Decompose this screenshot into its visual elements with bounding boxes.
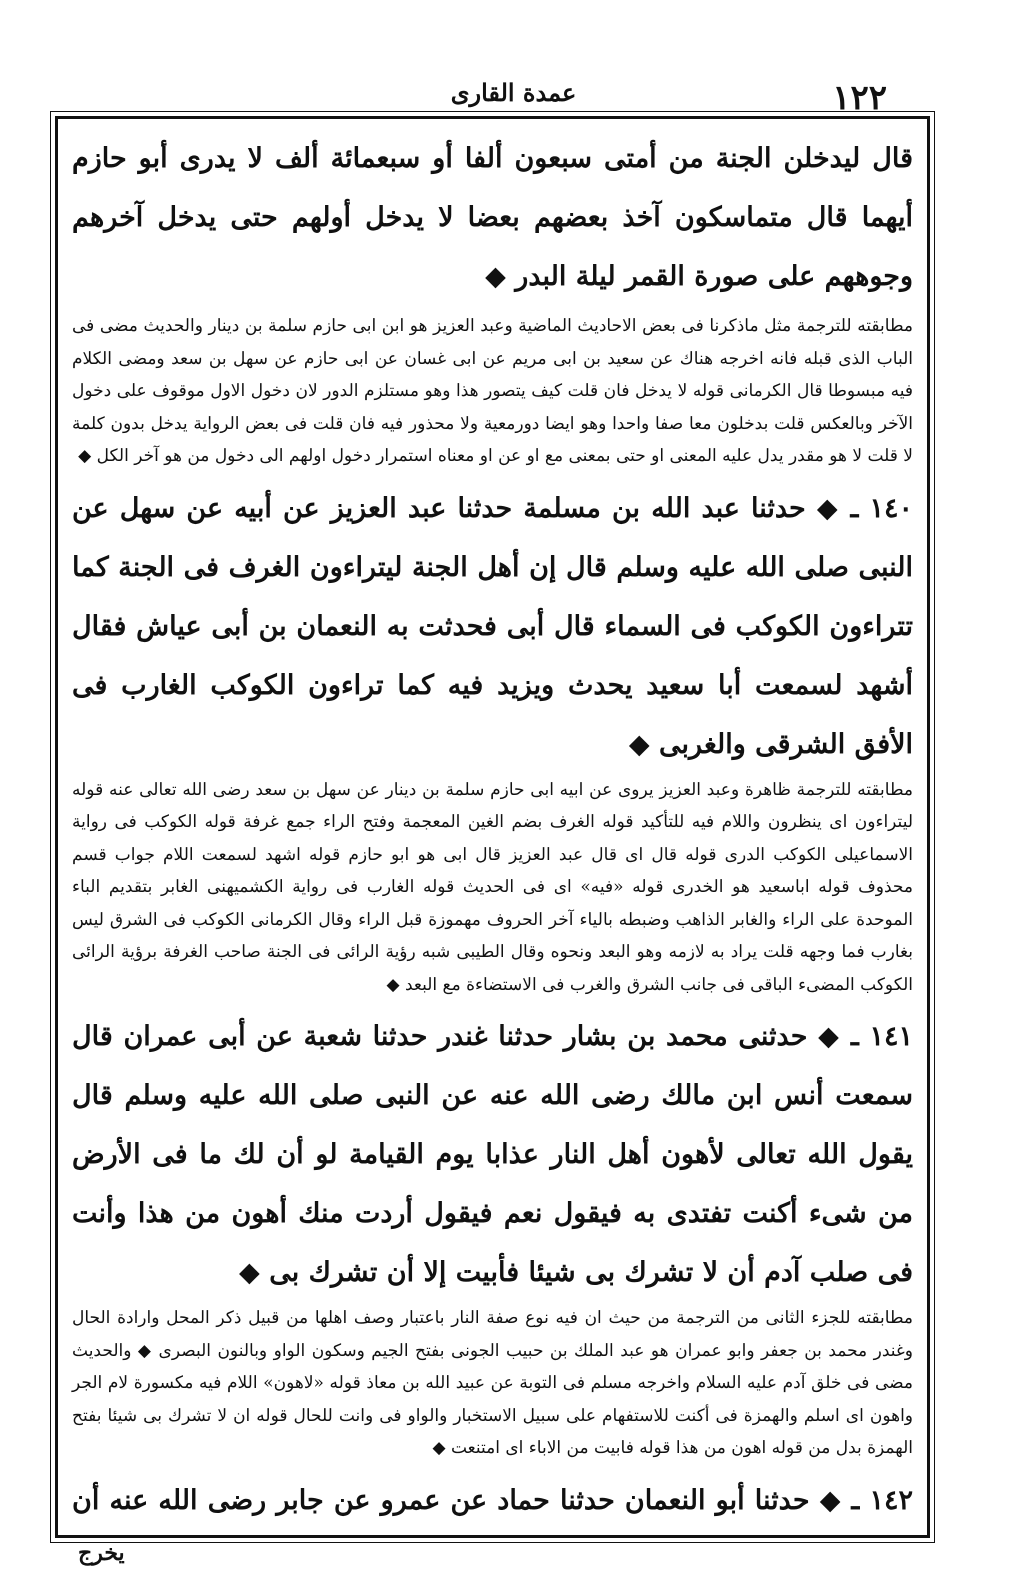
text-frame: [55, 116, 930, 1538]
commentary-141: مطابقته للجزء الثانى من الترجمة من حيث ان فيه نوع صفة النار باعتبار وصف اهلها من قبيل ذكر المحل وارادة الحال وغندر محمد بن جعفر وابو عمران هو عبد الملك بن حبيب الجونى بفتح الجيم وسكون الواو وبالنون البصرى ◆ والحديث مضى فى خلق آدم عليه السلام واخرجه مسلم فى التوبة عن عبيد الله بن معاذ قوله «لاهون» اللام فيه مكسورة لام الجر واهون اى اسلم والهمزة فى أكنت للاستفهام على سبيل الاستخبار والواو فى وانت للحال قوله ان لا تشرك بى شيئا بفتح الهمزة بدل من قوله اهون من هذا قوله فابيت من الاباء اى امتنعت ◆: [72, 1308, 914, 1458]
running-title: عمدة القارى: [450, 78, 577, 107]
hadith-text-139-end: قال ليدخلن الجنة من أمتى سبعون ألفا أو سبعمائة ألف لا يدرى أبو حازم أيهما قال متماسكون آخذ بعضهم بعضا لا يدخل أولهم حتى يدخل آخرهم وجوههم على صورة القمر ليلة البدر ◆: [72, 143, 913, 292]
hadith-text-142: ١٤٢ ـ ◆ حدثنا أبو النعمان حدثنا حماد عن عمرو عن جابر رضى الله عنه أن: [72, 1484, 913, 1516]
hadith-text-140: ١٤٠ ـ ◆ حدثنا عبد الله بن مسلمة حدثنا عبد العزيز عن أبيه عن سهل عن النبى صلى الله عليه وسلم قال إن أهل الجنة ليتراءون الغرف فى الجنة كما تتراءون الكوكب فى السماء قال أبى فحدثت به النعمان بن أبى عياش فقال أشهد لسمعت أبا سعيد يحدث ويزيد فيه كما تراءون الكوكب الغارب فى الأفق الشرقى والغربى ◆: [72, 492, 913, 760]
hadith-text-141: ١٤١ ـ ◆ حدثنى محمد بن بشار حدثنا غندر حدثنا شعبة عن أبى عمران قال سمعت أنس ابن مالك رضى الله عنه عن النبى صلى الله عليه وسلم قال يقول الله تعالى لأهون أهل النار عذابا يوم القيامة لو أن لك ما فى الأرض من شىء أكنت تفتدى به فيقول نعم فيقول أردت منك أهون من هذا وأنت فى صلب آدم أن لا تشرك بى شيئا فأبيت إلا أن تشرك بى ◆: [72, 1021, 913, 1288]
commentary-139: مطابقته للترجمة مثل ماذكرنا فى بعض الاحاديث الماضية وعبد العزيز هو ابن ابى حازم سلمة بن دينار والحديث مضى فى الباب الذى قبله فانه اخرجه هناك عن سعيد بن ابى مريم عن ابى غسان عن ابى حازم عن سهل بن سعد ومضى الكلام فيه مبسوطا قال الكرمانى قوله لا يدخل فان قلت كيف يتصور هذا وهو مستلزم الدور لان دخول الاول موقوف على دخول الآخر وبالعكس قلت بدخلون معا صفا واحدا وهو ايضا دورمعية ولا محذور فيه فان قلت فى بعض الرواية يدخل بدون كلمة لا قلت لا هو مقدر يدل عليه المعنى او حتى بمعنى مع او عن او معناه استمرار دخول اولهم الى دخول من هو آخر الكل ◆: [72, 316, 913, 466]
page-number: ١٢٢: [832, 78, 887, 118]
page-header: [0, 70, 1027, 120]
catchword: يخرج: [78, 1540, 125, 1566]
commentary-140: مطابقته للترجمة ظاهرة وعبد العزيز يروى عن ابيه ابى حازم سلمة بن دينار عن سهل بن سعد رضى الله تعالى عنه قوله ليتراءون اى ينظرون واللام فيه للتأكيد قوله الغرف بضم الغين المعجمة وفتح الراء جمع غرفة قوله الكوكب فى رواية الاسماعيلى الكوكب الدرى قوله قال اى قال عبد العزيز قال ابى هو ابو حازم قوله اشهد لسمعت اللام جواب قسم محذوف قوله اباسعيد هو الخدرى قوله «فيه» اى فى الحديث قوله الغارب فى رواية الكشميهنى الغابر بتقديم الباء الموحدة على الراء والغابر الذاهب وضبطه بالياء آخر الحروف مهموزة قبل الراء وقال الكرمانى الكوكب فى الشرق ليس بغارب فما وجهه قلت يراد به لازمه وهو البعد ونحوه وقال الطيبى شبه رؤية الرائى فى الجنة صاحب الغرفة برؤية الرائى الكوكب المضىء الباقى فى جانب الشرق والغرب فى الاستضاءة مع البعد ◆: [72, 779, 913, 995]
